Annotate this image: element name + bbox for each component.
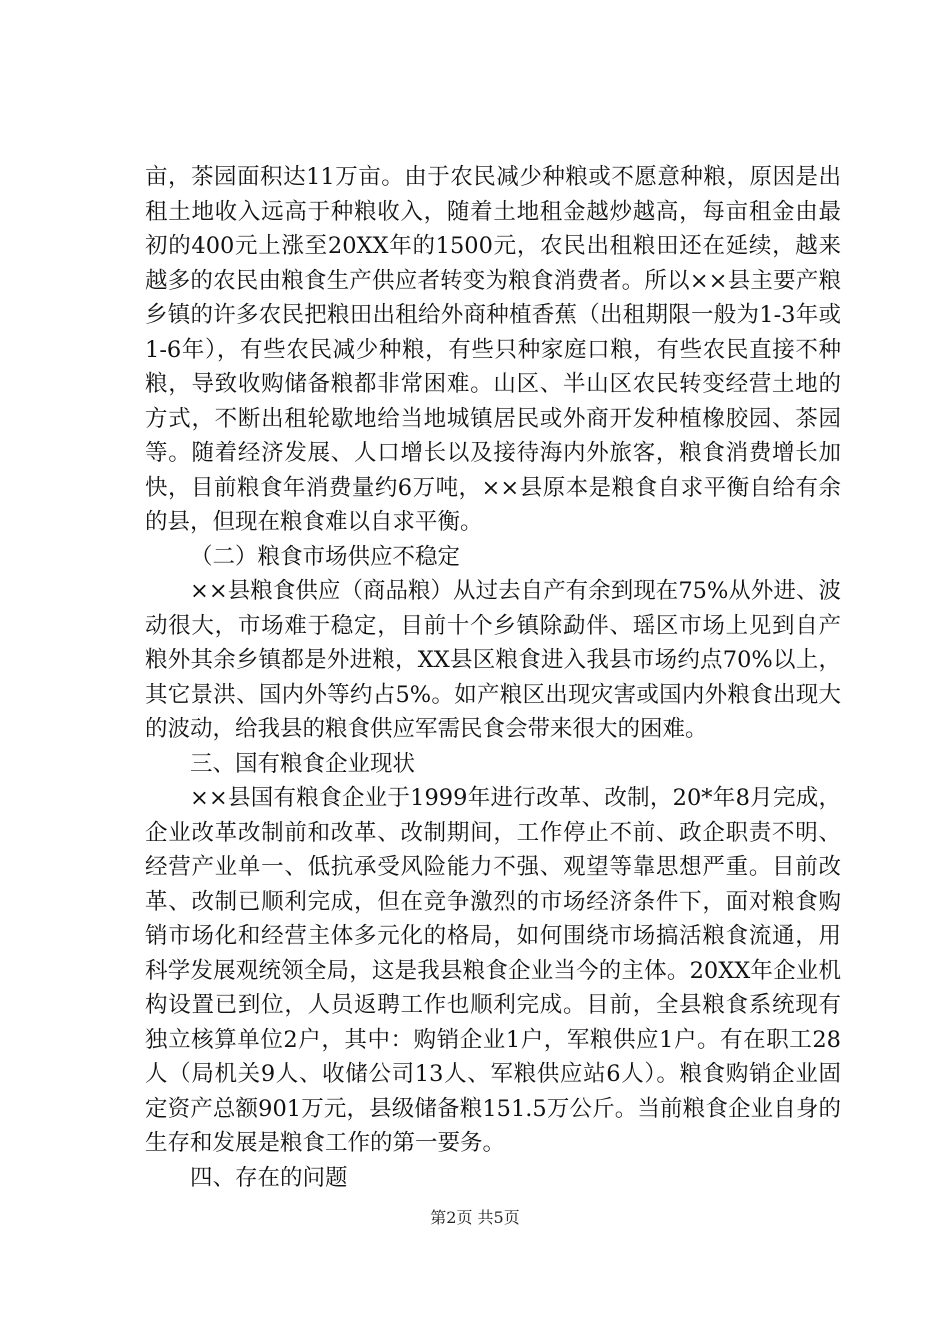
section-heading-market-supply: （二）粮食市场供应不稳定 — [190, 543, 461, 570]
section-heading-state-enterprise: 三、国有粮食企业现状 — [190, 750, 416, 777]
section-heading-problems: 四、存在的问题 — [190, 1164, 348, 1191]
paragraph-state-enterprise: ××县国有粮食企业于1999年进行改革、改制，20*年8月完成，企业改革改制前和改革、改制期间，工作停止不前、政企职责不明、经营产业单一、低抗承受风险能力不强、观望等靠思想严重。目前改革、改制已顺利完成，但在竞争激烈的市场经济条件下，面对粮食购销市场化和经营主体多元化的格局，如何围绕市场搞活粮食流通，用科学发展观统领全局，这是我县粮食企业当今的主体。20XX年企业机构设置已到位，人员返聘工作也顺利完成。目前，全县粮食系统现有独立核算单位2户，其中：购销企业1户，军粮供应1户。有在职工28人（局机关9人、收储公司13人、军粮供应站6人）。粮食购销企业固定资产总额901万元，县级储备粮151.5万公斤。当前粮食企业自身的生存和发展是粮食工作的第一要务。 — [145, 785, 841, 1156]
paragraph-market-supply: ××县粮食供应（商品粮）从过去自产有余到现在75%从外进、波动很大，市场难于稳定，目前十个乡镇除勐伴、瑶区市场上见到自产粮外其余乡镇都是外进粮，XX县区粮食进入我县市场约点70%以上，其它景洪、国内外等约占5%。如产粮区出现灾害或国内外粮食出现大的波动，给我县的粮食供应军需民食会带来很大的困难。 — [145, 578, 841, 742]
document-body — [145, 160, 841, 1195]
page-number-footer: 第2页 共5页 — [430, 1208, 520, 1227]
paragraph-continuation: 亩，茶园面积达11万亩。由于农民减少种粮或不愿意种粮，原因是出租土地收入远高于种粮收入，随着土地租金越炒越高，每亩租金由最初的400元上涨至20XX年的1500元，农民出租粮田还在延续，越来越多的农民由粮食生产供应者转变为粮食消费者。所以××县主要产粮乡镇的许多农民把粮田出租给外商种植香蕉（出租期限一般为1-3年或1-6年），有些农民减少种粮，有些只种家庭口粮，有些农民直接不种粮，导致收购储备粮都非常困难。山区、半山区农民转变经营土地的方式，不断出租轮歇地给当地城镇居民或外商开发种植橡胶园、茶园等。随着经济发展、人口增长以及接待海内外旅客，粮食消费增长加快，目前粮食年消费量约6万吨，××县原本是粮食自求平衡自给有余的县，但现在粮食难以自求平衡。 — [145, 164, 841, 535]
